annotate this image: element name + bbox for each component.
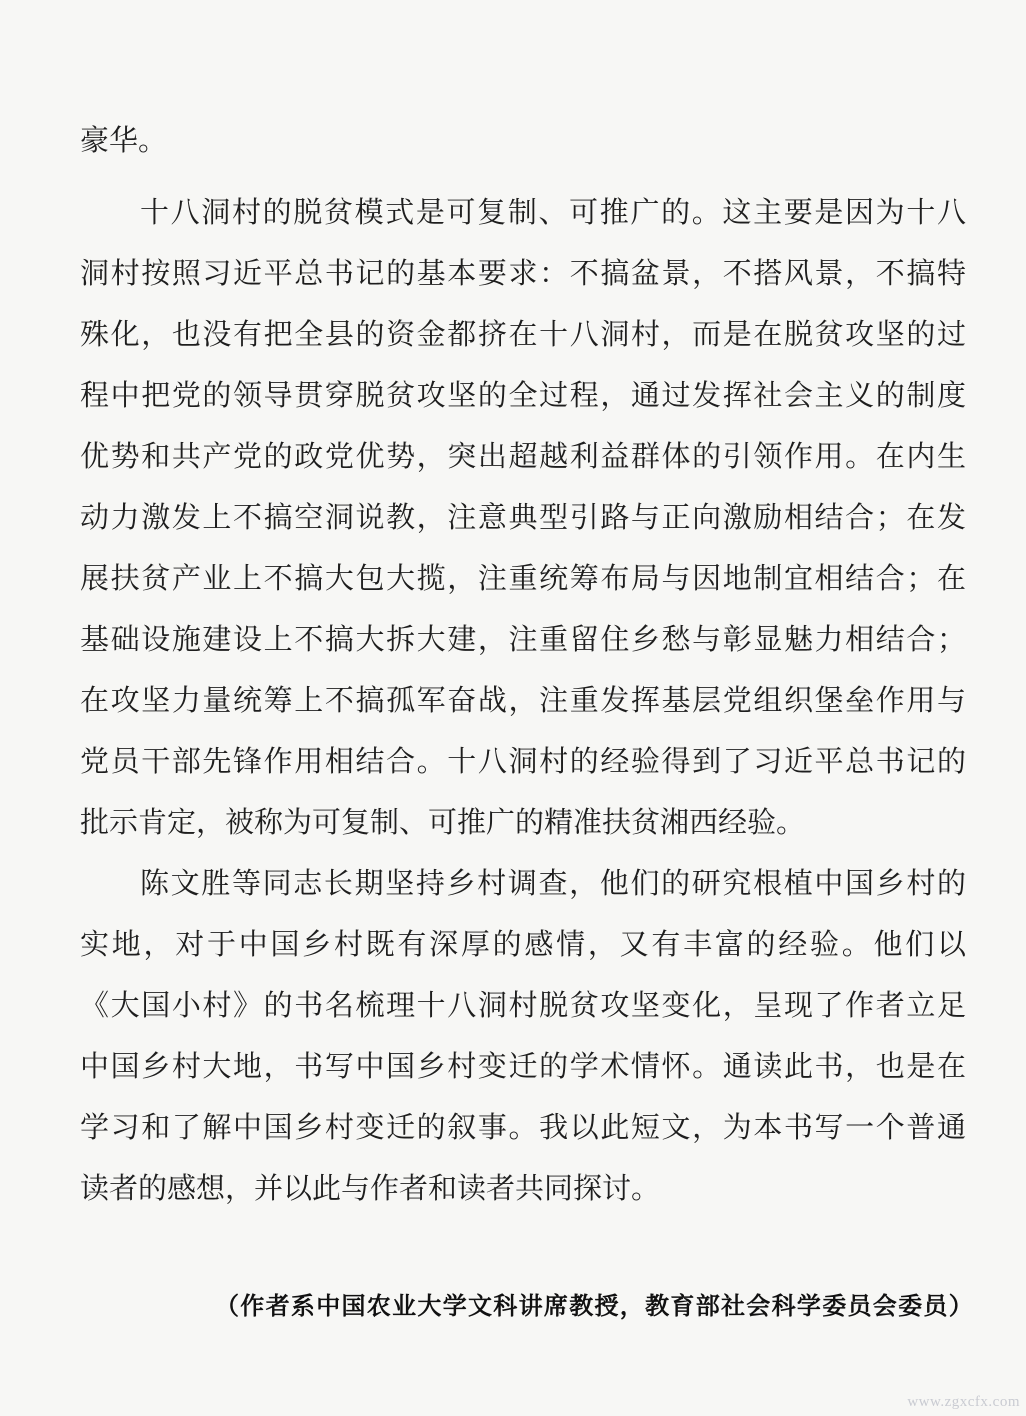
text-line: 读者的感想，并以此与作者和读者共同探讨。 [80,1171,661,1205]
text-line: 优势和共产党的政党优势，突出超越利益群体的引领作用。在内生 [80,439,966,473]
text-line: 豪华。 [80,123,168,157]
text-line: 中国乡村大地，书写中国乡村变迁的学术情怀。通读此书，也是在 [80,1049,966,1083]
text-line: 基础设施建设上不搞大拆大建，注重留住乡愁与彰显魅力相结合； [80,622,966,656]
text-line: 动力激发上不搞空洞说教，注意典型引路与正向激励相结合；在发 [80,500,966,534]
text-line: 党员干部先锋作用相结合。十八洞村的经验得到了习近平总书记的 [80,744,966,778]
author-note: （作者系中国农业大学文科讲席教授，教育部社会科学委员会委员） [215,1291,974,1320]
body-text [80,110,966,1219]
text-line: 洞村按照习近平总书记的基本要求：不搞盆景，不搭风景，不搞特 [80,256,966,290]
text-line: 批示肯定，被称为可复制、可推广的精准扶贫湘西经验。 [80,805,806,839]
text-line: 《大国小村》的书名梳理十八洞村脱贫攻坚变化，呈现了作者立足 [80,988,966,1022]
text-line: 展扶贫产业上不搞大包大揽，注重统筹布局与因地制宜相结合；在 [80,561,966,595]
paragraph-start-line: 十八洞村的脱贫模式是可复制、可推广的。这主要是因为十八 [140,195,966,229]
text-line: 在攻坚力量统筹上不搞孤军奋战，注重发挥基层党组织堡垒作用与 [80,683,966,717]
text-line: 实地，对于中国乡村既有深厚的感情，又有丰富的经验。他们以 [80,927,966,961]
paragraph-start-line: 陈文胜等同志长期坚持乡村调查，他们的研究根植中国乡村的 [140,866,966,900]
text-line: 殊化，也没有把全县的资金都挤在十八洞村，而是在脱贫攻坚的过 [80,317,966,351]
text-line: 程中把党的领导贯穿脱贫攻坚的全过程，通过发挥社会主义的制度 [80,378,966,412]
watermark: www.zgxcfx.com [907,1394,1020,1410]
text-line: 学习和了解中国乡村变迁的叙事。我以此短文，为本书写一个普通 [80,1110,966,1144]
